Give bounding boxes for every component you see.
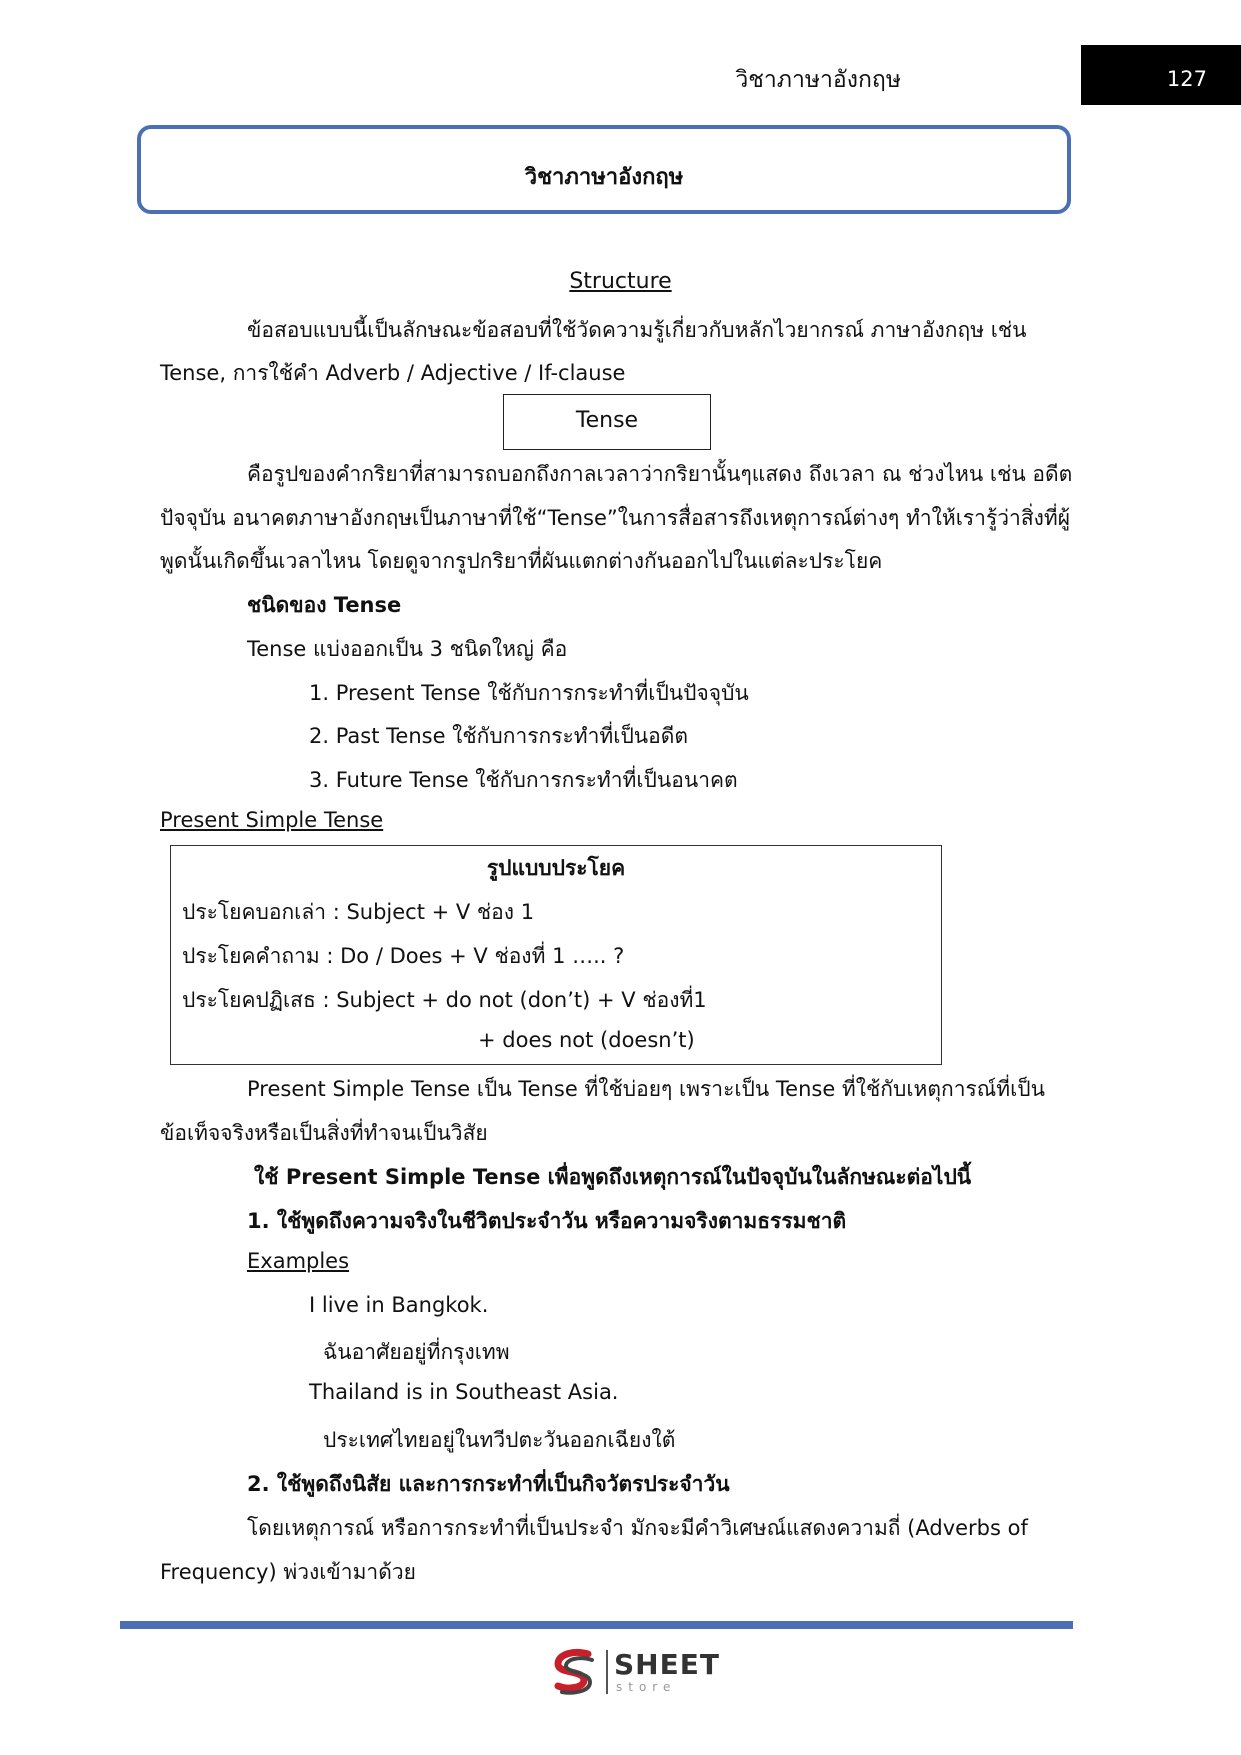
logo-word: SHEET <box>614 1648 720 1681</box>
structure-intro-line2: Tense, การใช้คำ Adverb / Adjective / If-clause <box>160 361 626 385</box>
tense-types-heading: ชนิดของ Tense <box>247 593 402 617</box>
tense-label-box: Tense <box>503 394 711 450</box>
logo-separator <box>606 1650 608 1694</box>
usage-heading: ใช้ Present Simple Tense เพื่อพูดถึงเหตุการณ์ในปัจจุบันในลักษณะต่อไปนี้ <box>254 1165 972 1189</box>
usage2-heading: 2. ใช้พูดถึงนิสัย และการกระทำที่เป็นกิจวัตรประจำวัน <box>247 1472 730 1496</box>
tense-type-item: 3. Future Tense ใช้กับการกระทำที่เป็นอนาคต <box>309 768 738 792</box>
tense-def-line2: ปัจจุบัน อนาคตภาษาอังกฤษเป็นภาษาที่ใช้“Tense”ในการสื่อสารถึงเหตุการณ์ต่างๆ ทำให้เรารู้ว่าสิ่งที่ผู้ <box>160 506 1071 530</box>
tense-type-item: 1. Present Tense ใช้กับการกระทำที่เป็นปัจจุบัน <box>309 681 749 705</box>
present-simple-heading: Present Simple Tense <box>160 808 384 832</box>
structure-intro-line1: ข้อสอบแบบนี้เป็นลักษณะข้อสอบที่ใช้วัดความรู้เกี่ยวกับหลักไวยากรณ์ ภาษาอังกฤษ เช่น <box>247 318 1027 342</box>
usage2-line1: โดยเหตุการณ์ หรือการกระทำที่เป็นประจำ มักจะมีคำวิเศษณ์แสดงความถี่ (Adverbs of <box>247 1516 1028 1540</box>
tense-def-line3: พูดนั้นเกิดขึ้นเวลาไหน โดยดูจากรูปกริยาที่ผันแตกต่างกันออกไปในแต่ละประโยค <box>160 549 883 573</box>
header-subject: วิชาภาษาอังกฤษ <box>735 67 901 93</box>
form-affirmative: ประโยคบอกเล่า : Subject + V ช่อง 1 <box>182 900 535 924</box>
sheet-store-logo <box>548 1646 718 1698</box>
usage1-heading: 1. ใช้พูดถึงความจริงในชีวิตประจำวัน หรือความจริงตามธรรมชาติ <box>247 1209 847 1233</box>
example-english: I live in Bangkok. <box>309 1293 489 1317</box>
title-text: วิชาภาษาอังกฤษ <box>524 165 684 190</box>
page-number-box <box>1081 45 1241 105</box>
form-negative: ประโยคปฏิเสธ : Subject + do not (don’t) + V ช่องที่1 <box>182 988 707 1012</box>
tense-def-line1: คือรูปของคำกริยาที่สามารถบอกถึงกาลเวลาว่ากริยานั้นๆแสดง ถึงเวลา ณ ช่วงไหน เช่น อดีต <box>247 462 1073 486</box>
logo-subword: store <box>616 1680 677 1694</box>
example-thai: ฉันอาศัยอยู่ที่กรุงเทพ <box>323 1340 510 1364</box>
sheet-store-s-logo-icon <box>548 1646 600 1698</box>
title-box <box>137 125 1071 214</box>
present-simple-desc-line2: ข้อเท็จจริงหรือเป็นสิ่งที่ทำจนเป็นวิสัย <box>160 1121 488 1145</box>
example-english: Thailand is in Southeast Asia. <box>309 1380 619 1404</box>
page-number: 127 <box>1166 67 1207 91</box>
form-title: รูปแบบประโยค <box>486 856 626 880</box>
example-thai: ประเทศไทยอยู่ในทวีปตะวันออกเฉียงใต้ <box>323 1428 676 1452</box>
structure-heading: Structure <box>569 269 672 294</box>
examples-heading: Examples <box>247 1249 350 1273</box>
tense-types-intro: Tense แบ่งออกเป็น 3 ชนิดใหญ่ คือ <box>247 637 568 661</box>
footer-rule <box>120 1621 1073 1629</box>
form-question: ประโยคคำถาม : Do / Does + V ช่องที่ 1 ….. ? <box>182 944 625 968</box>
present-simple-desc-line1: Present Simple Tense เป็น Tense ที่ใช้บ่อยๆ เพราะเป็น Tense ที่ใช้กับเหตุการณ์ที่เป็น <box>247 1077 1045 1101</box>
usage2-line2: Frequency) พ่วงเข้ามาด้วย <box>160 1560 416 1584</box>
form-negative-alt: + does not (doesn’t) <box>478 1028 695 1052</box>
tense-type-item: 2. Past Tense ใช้กับการกระทำที่เป็นอดีต <box>309 724 689 748</box>
